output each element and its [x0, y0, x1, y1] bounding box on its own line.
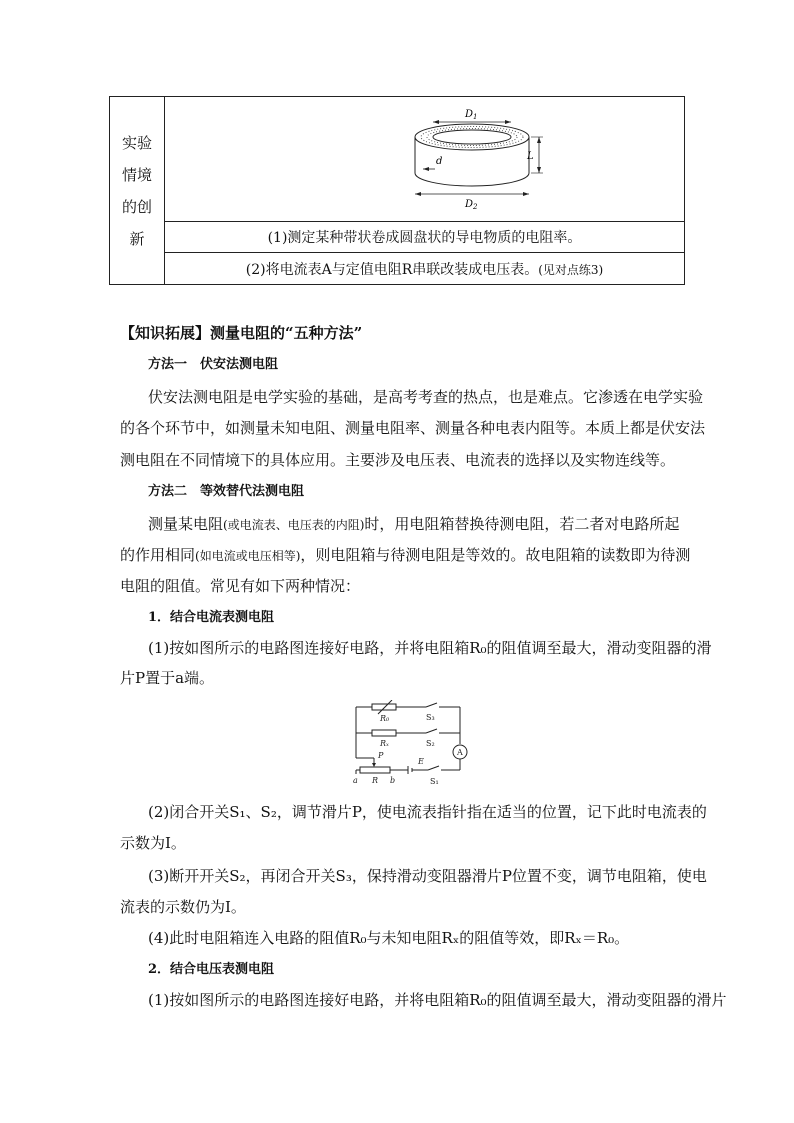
section-heading: 【知识拓展】测量电阻的“五种方法” — [120, 324, 363, 342]
table-left-label — [110, 97, 165, 284]
row2-note: (见对点练3) — [538, 262, 604, 277]
d-label: d — [436, 156, 443, 167]
a-label: a — [353, 776, 358, 785]
l-label: L — [527, 151, 534, 162]
sub1-title: 1．结合电流表测电阻 — [148, 610, 275, 625]
p-label: P — [378, 751, 384, 760]
step1-line2: 片P置于a端。 — [120, 669, 215, 687]
para2-line2 — [120, 545, 691, 566]
sub2-title: 2．结合电压表测电阻 — [148, 962, 275, 977]
para2-line3: 电阻的阻值。常见有如下两种情况： — [120, 577, 361, 595]
ammeter-label: A — [457, 748, 463, 757]
label-line-3: 的创 — [121, 197, 152, 216]
d2-label: $D_2$ — [465, 199, 478, 211]
ring-figure-cell — [165, 97, 684, 221]
circuit-diagram — [350, 700, 470, 795]
s2-label: S₂ — [426, 739, 435, 748]
para2-l1note: (或电流表、电压表的内阻) — [223, 518, 365, 532]
r0-label: R₀ — [380, 714, 390, 723]
step5-line: (1)按如图所示的电路图连接好电路，并将电阻箱R₀的阻值调至最大，滑动变阻器的滑片 — [148, 991, 727, 1009]
e-label: E — [418, 757, 424, 766]
s1-label: S₁ — [430, 777, 439, 786]
step4-line: (4)此时电阻箱连入电路的阻值R₀与未知电阻Rₓ的阻值等效，即Rₓ＝R₀。 — [148, 929, 630, 947]
table-row-1: (1)测定某种带状卷成圆盘状的导电物质的电阻率。 — [165, 221, 684, 252]
para2-line1 — [148, 514, 708, 535]
r-label: R — [372, 776, 379, 785]
s3-label: S₃ — [426, 713, 435, 722]
d1-label: $D_1$ — [465, 109, 478, 121]
b-label: b — [390, 776, 396, 785]
step2-line1: (2)闭合开关S₁、S₂，调节滑片P，使电流表指针指在适当的位置，记下此时电流表的 — [148, 803, 707, 821]
para1-line2: 的各个环节中，如测量未知电阻、测量电阻率、测量各种电表内阻等。本质上都是伏安法 — [120, 419, 706, 437]
para1-line1: 伏安法测电阻是电学实验的基础，是高考考查的热点，也是难点。它渗透在电学实验 — [148, 388, 704, 406]
para2-l2note: (如电流或电压相等) — [195, 549, 301, 563]
label-line-2: 情境 — [121, 165, 152, 184]
innovation-table — [109, 96, 685, 285]
method2-title: 方法二 等效替代法测电阻 — [148, 484, 305, 499]
step3-line2: 流表的示数仍为I。 — [120, 898, 246, 916]
table-row-2 — [165, 252, 684, 285]
ring-figure — [165, 97, 684, 221]
para2-l1a: 测量某电阻 — [148, 515, 224, 533]
para2-l2b: ，则电阻箱与待测电阻是等效的。故电阻箱的读数即为待测 — [300, 546, 691, 564]
label-line-4: 新 — [129, 229, 145, 248]
step3-line1: (3)断开开关S₂，再闭合开关S₃，保持滑动变阻器滑片P位置不变，调节电阻箱，使电 — [148, 867, 707, 885]
para1-line3: 测电阻在不同情境下的具体应用。主要涉及电压表、电流表的选择以及实物连线等。 — [120, 451, 676, 469]
label-line-1: 实验 — [121, 133, 152, 152]
method1-title: 方法一 伏安法测电阻 — [148, 357, 279, 372]
para2-l2a: 的作用相同 — [120, 546, 196, 564]
row2-main: (2)将电流表A与定值电阻R串联改装成电压表。 — [245, 262, 539, 278]
step1-line1: (1)按如图所示的电路图连接好电路，并将电阻箱R₀的阻值调至最大，滑动变阻器的滑 — [148, 639, 712, 657]
step2-line2: 示数为I。 — [120, 834, 186, 852]
rx-label: Rₓ — [380, 739, 389, 748]
para2-l1b: 时，用电阻箱替换待测电阻，若二者对电路所起 — [364, 515, 680, 533]
